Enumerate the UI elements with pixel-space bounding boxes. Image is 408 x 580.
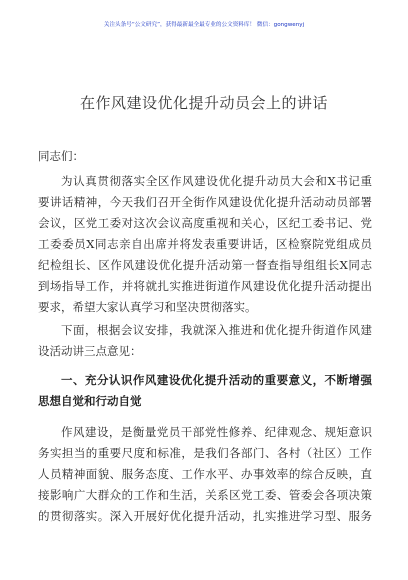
heading-line: 一、充分认识作风建设优化提升活动的重要意义，不断增强 bbox=[61, 373, 372, 387]
heading-line: 思想自觉和行动自觉 bbox=[38, 394, 142, 408]
text-line: 纪检组长、区作风建设优化提升活动第一督查指导组组长X同志 bbox=[38, 258, 372, 272]
paragraph-body bbox=[38, 422, 372, 527]
text-line: 务实担当的重要尺度和标准，是我们各部门、各村（社区）工作 bbox=[38, 446, 372, 460]
paragraph-outline bbox=[38, 320, 372, 362]
text-line: 的贯彻落实。深入开展好优化提升活动，扎实推进学习型、服务 bbox=[38, 509, 372, 523]
text-line: 设活动讲三点意见： bbox=[38, 344, 142, 358]
promo-banner: 关注头条号“公文研究”，获得最新最全最专业的公文资料库！ 微信：gongwenyj bbox=[103, 22, 305, 28]
text-line: 人员精神面貌、服务态度、工作水平、办事效率的综合反映，直 bbox=[38, 467, 372, 481]
document-title: 在作风建设优化提升动员会上的讲话 bbox=[79, 94, 328, 112]
text-line: 要求，希望大家认真学习和坚决贯彻落实。 bbox=[38, 300, 257, 314]
text-line: 下面，根据会议安排，我就深入推进和优化提升街道作风建 bbox=[61, 323, 372, 337]
text-line: 接影响广大群众的工作和生活，关系区党工委、管委会各项决策 bbox=[38, 488, 372, 502]
text-line: 到场指导工作，并将就扎实推进街道作风建设优化提升活动提出 bbox=[38, 279, 372, 293]
text-line: 工委委员X同志亲自出席并将发表重要讲话，区检察院党组成员 bbox=[38, 237, 372, 251]
text-line: 要讲话精神，今天我们召开全街作风建设优化提升活动动员部署 bbox=[38, 195, 372, 209]
section-heading-1 bbox=[38, 370, 372, 412]
text-line: 为认真贯彻落实全区作风建设优化提升动员大会和X书记重 bbox=[61, 174, 372, 188]
paragraph-intro bbox=[38, 171, 372, 318]
text-line: 会议，区党工委对这次会议高度重视和关心，区纪工委书记、党 bbox=[38, 216, 372, 230]
text-line: 作风建设，是衡量党员干部党性修养、纪律观念、规矩意识 bbox=[61, 425, 372, 439]
salutation: 同志们： bbox=[38, 149, 84, 163]
